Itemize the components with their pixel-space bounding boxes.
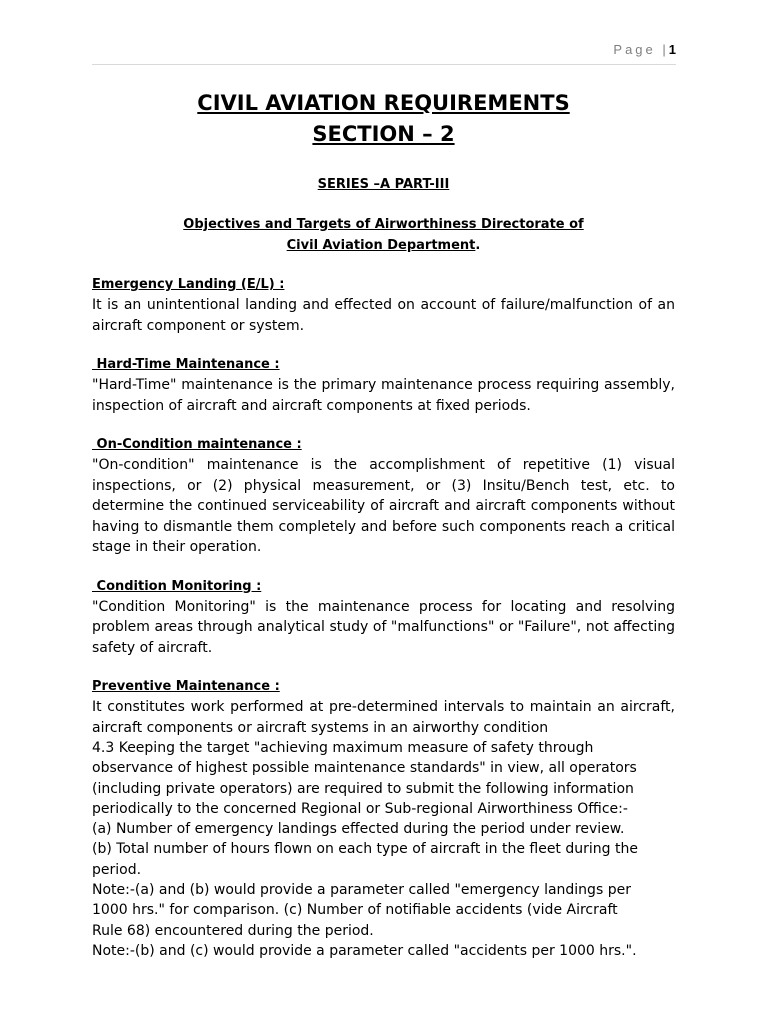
- page-number: 1: [668, 42, 676, 57]
- text-line: Rule 68) encountered during the period.: [92, 922, 374, 939]
- text-line: (a) Number of emergency landings effected during the period under review.: [92, 821, 625, 838]
- section-heading-hard-time: Hard-Time Maintenance :: [92, 357, 280, 372]
- section-text-emergency-landing: It is an unintentional landing and effected on account of failure/malfunction of an aircraft component or system.: [92, 297, 675, 334]
- objectives-line-2: Civil Aviation Department: [286, 238, 476, 253]
- section-text-preventive-maintenance: It constitutes work performed at pre-determined intervals to maintain an aircraft, aircraft components or aircraft systems in an airworthy condition: [92, 699, 675, 736]
- document-body: [92, 88, 675, 961]
- page-header: [613, 42, 676, 57]
- document-title: [92, 88, 675, 150]
- text-line: 1000 hrs." for comparison. (c) Number of notifiable accidents (vide Aircraft: [92, 902, 618, 919]
- text-line: period.: [92, 861, 142, 878]
- section-heading-on-condition: On-Condition maintenance :: [92, 437, 302, 452]
- page-label: Page |: [613, 42, 669, 57]
- text-line: Note:-(b) and (c) would provide a parameter called "accidents per 1000 hrs.".: [92, 942, 637, 959]
- section-heading-emergency-landing: Emergency Landing (E/L) :: [92, 277, 285, 292]
- text-line: periodically to the concerned Regional or Sub-regional Airworthiness Office:-: [92, 800, 628, 817]
- header-divider: [92, 64, 676, 65]
- section-text-condition-monitoring: "Condition Monitoring" is the maintenance process for locating and resolving problem areas through analytical study of "malfunctions" or "Failure", not affecting safety of aircraft.: [92, 598, 675, 656]
- text-line: (including private operators) are required to submit the following information: [92, 780, 634, 797]
- text-line: Note:-(a) and (b) would provide a parameter called "emergency landings per: [92, 882, 631, 899]
- title-line-2: SECTION – 2: [312, 122, 455, 146]
- section-text-hard-time: "Hard-Time" maintenance is the primary maintenance process requiring assembly, inspection of aircraft and aircraft components at fixed periods.: [92, 377, 675, 414]
- text-line: 4.3 Keeping the target "achieving maximum measure of safety through: [92, 740, 594, 756]
- text-line: observance of highest possible maintenance standards" in view, all operators: [92, 760, 637, 777]
- series-heading: SERIES –A PART-III: [317, 177, 450, 192]
- text-line: (b) Total number of hours flown on each type of aircraft in the fleet during the: [92, 841, 638, 858]
- title-line-1: CIVIL AVIATION REQUIREMENTS: [197, 91, 570, 115]
- section-text-on-condition: "On-condition" maintenance is the accomplishment of repetitive (1) visual inspections, or (2) physical measurement, or (3) Insitu/Bench test, etc. to determine the continued serviceability of aircraft and aircraft components without having to dismantle them completely and before such components reach a critical stage in their operation.: [92, 457, 675, 555]
- objectives-line-1: Objectives and Targets of Airworthiness Directorate of: [183, 217, 584, 232]
- objectives-line-2-suffix: .: [475, 238, 481, 253]
- objectives-heading: [92, 214, 675, 256]
- section-heading-condition-monitoring: Condition Monitoring :: [92, 578, 262, 594]
- section-heading-preventive-maintenance: Preventive Maintenance :: [92, 679, 280, 694]
